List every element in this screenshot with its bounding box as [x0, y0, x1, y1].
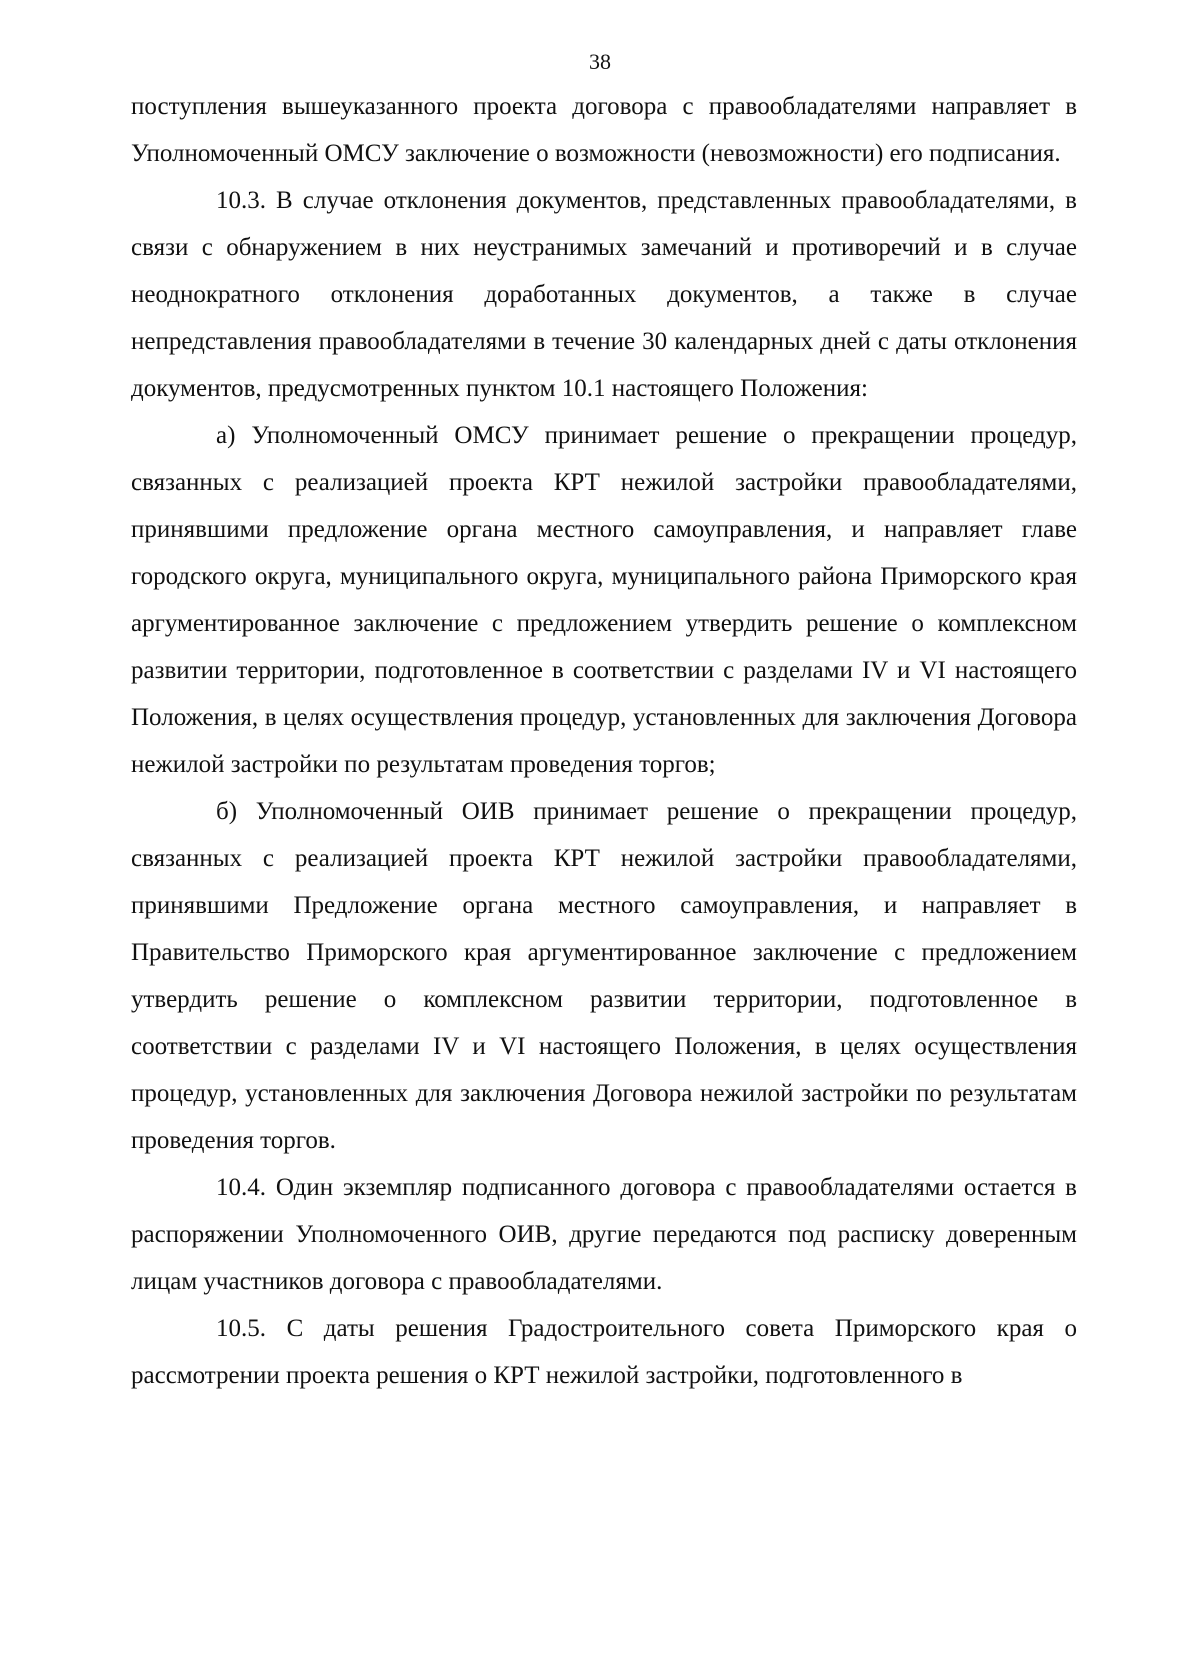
paragraph-10-3-b: б) Уполномоченный ОИВ принимает решение о прекращении процедур, связанных с реализацией проекта КРТ нежилой застройки правообладателями, принявшими Предложение органа местного самоуправления, и направляет в Правительство Приморского края аргументированное заключение с предложением утвердить решение о комплексном развитии территории, подготовленное в соответствии с разделами IV и VI настоящего Положения, в целях осуществления процедур, установленных для заключения Договора нежилой застройки по результатам проведения торгов. — [131, 798, 1077, 1154]
paragraph-10-5: 10.5. С даты решения Градостроительного совета Приморского края о рассмотрении проекта решения о КРТ нежилой застройки, подготовленного в — [131, 1315, 1077, 1389]
document-body — [131, 83, 1077, 1399]
paragraph-10-3: 10.3. В случае отклонения документов, представленных правообладателями, в связи с обнаружением в них неустранимых замечаний и противоречий и в случае неоднократного отклонения доработанных документов, а также в случае непредставления правообладателями в течение 30 календарных дней с даты отклонения документов, предусмотренных пунктом 10.1 настоящего Положения: — [131, 187, 1077, 402]
paragraph-10-3-a: а) Уполномоченный ОМСУ принимает решение о прекращении процедур, связанных с реализацией проекта КРТ нежилой застройки правообладателями, принявшими предложение органа местного самоуправления, и направляет главе городского округа, муниципального округа, муниципального района Приморского края аргументированное заключение с предложением утвердить решение о комплексном развитии территории, подготовленное в соответствии с разделами IV и VI настоящего Положения, в целях осуществления процедур, установленных для заключения Договора нежилой застройки по результатам проведения торгов; — [131, 422, 1077, 778]
paragraph-10-4: 10.4. Один экземпляр подписанного договора с правообладателями остается в распоряжении Уполномоченного ОИВ, другие передаются под расписку доверенным лицам участников договора с правообладателями. — [131, 1174, 1077, 1295]
paragraph-continuation: поступления вышеуказанного проекта договора с правообладателями направляет в Уполномоченный ОМСУ заключение о возможности (невозможности) его подписания. — [131, 93, 1077, 167]
page-number: 38 — [589, 49, 611, 74]
